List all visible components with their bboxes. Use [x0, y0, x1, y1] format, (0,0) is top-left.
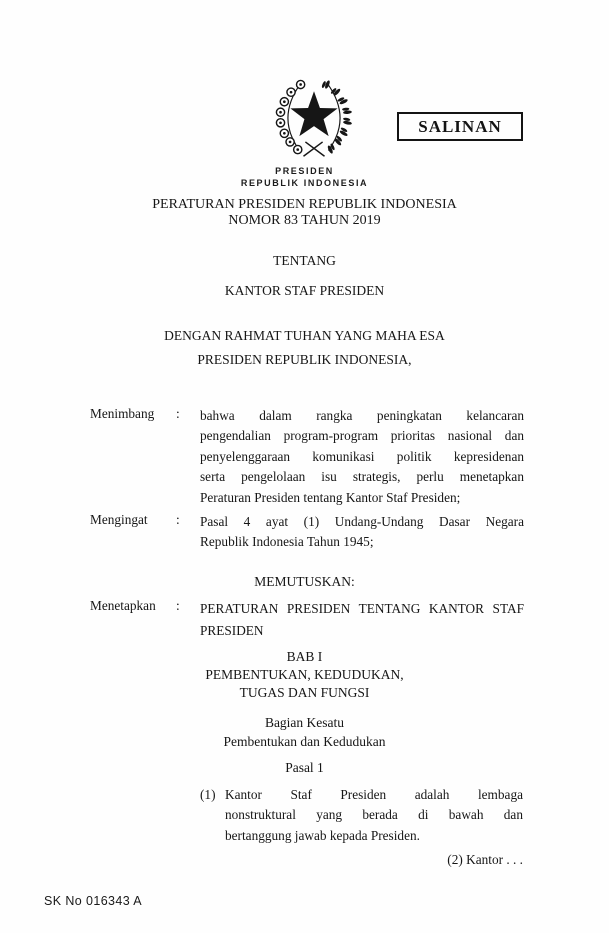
mengingat-label: Mengingat: [90, 512, 148, 527]
text-line: serta pengelolaan isu strategis, perlu menetapkan: [200, 469, 524, 485]
star-wreath-icon: [266, 74, 362, 162]
text-line: PERATURAN PRESIDEN TENTANG KANTOR STAF: [200, 601, 524, 616]
text-line: Kantor Staf Presiden adalah lembaga: [225, 787, 523, 802]
item-marker: (1): [200, 787, 216, 802]
regulation-title: [0, 197, 609, 229]
article-heading: Pasal 1: [285, 760, 324, 775]
chapter-heading: [0, 648, 609, 702]
mengingat-text: [200, 512, 524, 553]
text-line: PRESIDEN: [200, 622, 264, 638]
letterhead: [0, 166, 609, 189]
article-item-1: [200, 785, 523, 846]
salinan-stamp-label: SALINAN: [418, 116, 502, 136]
menetapkan-label: Menetapkan: [90, 598, 156, 613]
regulation-number: NOMOR 83 TAHUN 2019: [228, 213, 381, 228]
memutuskan-heading: MEMUTUSKAN:: [254, 574, 355, 589]
mengingat-clause: [90, 512, 524, 553]
menimbang-clause: [90, 406, 524, 508]
menimbang-colon: :: [176, 406, 180, 421]
menimbang-text: [200, 406, 524, 508]
menetapkan-text: [200, 598, 524, 641]
text-line: pengendalian program-program prioritas nasional dan: [200, 428, 524, 444]
text-line: Pasal 4 ayat (1) Undang-Undang Dasar Negara: [200, 514, 524, 529]
menimbang-label: Menimbang: [90, 406, 155, 421]
invocation-line: DENGAN RAHMAT TUHAN YANG MAHA ESA: [164, 328, 445, 343]
salinan-stamp: [397, 112, 523, 141]
text-line: Peraturan Presiden tentang Kantor Staf Presiden;: [200, 489, 461, 505]
document-serial-number: SK No 016343 A: [44, 894, 143, 908]
menetapkan-clause: [90, 598, 524, 641]
chapter-title-line2: TUGAS DAN FUNGSI: [239, 685, 370, 700]
authority-line: PRESIDEN REPUBLIK INDONESIA,: [197, 352, 412, 367]
item-text: [225, 785, 523, 846]
text-line: bertanggung jawab kepada Presiden.: [225, 827, 420, 843]
text-line: Republik Indonesia Tahun 1945;: [200, 534, 374, 550]
part-number: Bagian Kesatu: [264, 715, 345, 730]
catchword: (2) Kantor . . .: [447, 852, 523, 867]
part-heading: [0, 714, 609, 751]
menetapkan-colon: :: [176, 598, 180, 613]
regulation-subject: KANTOR STAF PRESIDEN: [224, 283, 385, 298]
text-line: nonstruktural yang berada di bawah dan: [225, 807, 523, 823]
tentang-heading: TENTANG: [273, 253, 336, 268]
presidential-seal: [266, 74, 362, 162]
mengingat-colon: :: [176, 512, 180, 527]
letterhead-line1: PRESIDEN: [275, 166, 334, 176]
regulation-title-line1: PERATURAN PRESIDEN REPUBLIK INDONESIA: [152, 197, 457, 212]
text-line: penyelenggaraan komunikasi politik kepresidenan: [200, 448, 524, 464]
letterhead-line2: REPUBLIK INDONESIA: [240, 177, 369, 188]
text-line: bahwa dalam rangka peningkatan kelancaran: [200, 408, 524, 423]
chapter-number: BAB I: [286, 649, 323, 664]
chapter-title-line1: PEMBENTUKAN, KEDUDUKAN,: [205, 667, 404, 682]
part-title: Pembentukan dan Kedudukan: [223, 733, 386, 749]
